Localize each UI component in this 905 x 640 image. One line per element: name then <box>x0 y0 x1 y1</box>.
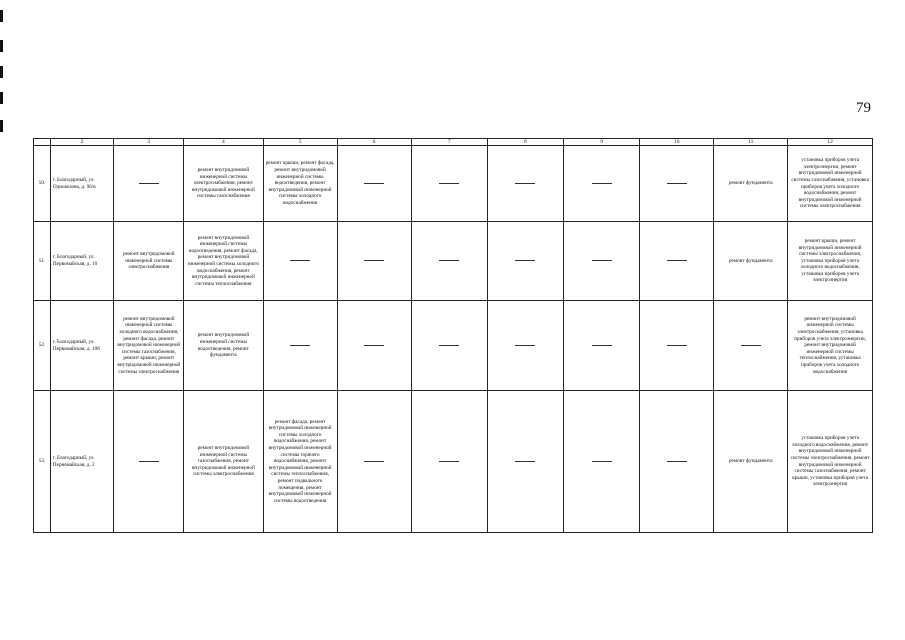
table-row <box>34 391 873 533</box>
row-number: 50. <box>34 146 51 222</box>
work-cell: ремонт фундамента <box>714 391 788 533</box>
row-number: 51. <box>34 222 51 301</box>
empty-cell <box>411 222 487 301</box>
empty-cell <box>411 391 487 533</box>
scan-edge-mark <box>0 10 3 22</box>
scan-edge-mark <box>0 40 3 52</box>
empty-cell <box>337 391 411 533</box>
scan-edge-mark <box>0 92 3 104</box>
row-number: 52. <box>34 301 51 391</box>
empty-cell <box>411 301 487 391</box>
dash-mark <box>364 183 384 184</box>
work-cell: ремонт внутридомовой инженерной системы электроснабжения <box>114 222 184 301</box>
empty-cell <box>487 222 563 301</box>
scan-edge-mark <box>0 120 3 132</box>
dash-mark <box>515 345 535 346</box>
column-header-blank <box>34 139 51 146</box>
dash-mark <box>592 345 612 346</box>
table-row <box>34 222 873 301</box>
column-header: 10 <box>640 139 714 146</box>
empty-cell <box>640 301 714 391</box>
empty-cell <box>114 146 184 222</box>
dash-mark <box>667 260 687 261</box>
empty-cell <box>640 222 714 301</box>
empty-cell <box>337 146 411 222</box>
empty-cell <box>114 391 184 533</box>
column-header: 9 <box>564 139 640 146</box>
work-cell: ремонт фундамента <box>714 222 788 301</box>
column-header: 5 <box>263 139 337 146</box>
address-cell: г. Благодарный, ул. Первомайская, д. 10б <box>50 301 113 391</box>
row-number: 53. <box>34 391 51 533</box>
table-row <box>34 301 873 391</box>
work-cell: ремонт внутридомовой инженерной системы электроснабжения, установка приборов учета электроэнергии, ремонт внутридомовой инженерной системы теплоснабжения, установка приборов учета холодного водоснабжения <box>788 301 873 391</box>
dash-mark <box>592 183 612 184</box>
dash-mark <box>667 183 687 184</box>
column-header: 8 <box>487 139 563 146</box>
empty-cell <box>263 301 337 391</box>
column-header: 4 <box>184 139 263 146</box>
column-header: 11 <box>714 139 788 146</box>
work-cell: ремонт внутридомовой инженерной системы газоснабжения, ремонт внутридомовой инженерной системы электроснабжения <box>184 391 263 533</box>
page-number: 79 <box>856 100 871 116</box>
empty-cell <box>640 391 714 533</box>
work-cell: ремонт внутридомовой инженерной системы водоотведения, ремонт фундамента <box>184 301 263 391</box>
work-cell: установка приборов учета электроэнергии, ремонт внутридомовой инженерной системы газоснабжения, установка приборов учета холодного водоснабжения, ремонт внутридомовой инженерной системы электроснабжения <box>788 146 873 222</box>
address-cell: г. Благодарный, ул. Первомайская, д. 10 <box>50 222 113 301</box>
empty-cell <box>487 301 563 391</box>
dash-mark <box>439 345 459 346</box>
column-header: 3 <box>114 139 184 146</box>
dash-mark <box>667 345 687 346</box>
dash-mark <box>139 183 159 184</box>
work-cell: ремонт внутридомовой инженерной системы электроснабжения, ремонт внутридомовой инженерной системы газоснабжения <box>184 146 263 222</box>
dash-mark <box>439 461 459 462</box>
dash-mark <box>741 345 761 346</box>
empty-cell <box>337 222 411 301</box>
dash-mark <box>515 461 535 462</box>
dash-mark <box>290 345 310 346</box>
empty-cell <box>564 146 640 222</box>
dash-mark <box>290 260 310 261</box>
work-cell: ремонт фундамента <box>714 146 788 222</box>
empty-cell <box>564 222 640 301</box>
dash-mark <box>364 461 384 462</box>
work-cell: ремонт внутридомовой инженерной системы водоотведения, ремонт фасада, ремонт внутридомовой инженерной системы холодного водоснабжения, ремонт внутридомовой инженерной системы теплоснабжения <box>184 222 263 301</box>
dash-mark <box>439 260 459 261</box>
empty-cell <box>564 391 640 533</box>
table-row <box>34 146 873 222</box>
column-header: 12 <box>788 139 873 146</box>
dash-mark <box>592 461 612 462</box>
empty-cell <box>337 301 411 391</box>
column-number-row <box>34 139 873 146</box>
empty-cell <box>487 146 563 222</box>
dash-mark <box>515 260 535 261</box>
repair-schedule-table <box>33 138 873 533</box>
work-cell: ремонт крыши, ремонт внутридомовой инженерной системы электроснабжения, установка приборов учета холодного водоснабжения, установка приборов учета электроэнергии <box>788 222 873 301</box>
address-cell: г. Благодарный, ул. Однокозова, д. 96/в <box>50 146 113 222</box>
dash-mark <box>364 345 384 346</box>
work-cell: ремонт внутридомовой инженерной системы холодного водоснабжения, ремонт фасада, ремонт внутридомовой инженерной системы газоснабжения, ремонт крыши, ремонт внутридомовой инженерной системы электроснабжения <box>114 301 184 391</box>
work-cell: ремонт фасада, ремонт внутридомовой инженерной системы холодного водоснабжения, ремонт внутридомовой инженерной системы горячего водоснабжения, ремонт внутридомовой инженерной системы теплоснабжения, ремонт подвального помещения, ремонт внутридомовой инженерной системы водоотведения <box>263 391 337 533</box>
empty-cell <box>640 146 714 222</box>
empty-cell <box>263 222 337 301</box>
empty-cell <box>487 391 563 533</box>
dash-mark <box>139 461 159 462</box>
empty-cell <box>714 301 788 391</box>
dash-mark <box>592 260 612 261</box>
column-header: 6 <box>337 139 411 146</box>
dash-mark <box>667 461 687 462</box>
work-cell: установка приборов учета холодного водоснабжения, ремонт внутридомовой инженерной системы электроснабжения, ремонт внутридомовой инженерной системы газоснабжения, ремонт крыши, установка приборов учета электроэнергии <box>788 391 873 533</box>
empty-cell <box>564 301 640 391</box>
column-header: 2 <box>50 139 113 146</box>
work-cell: ремонт крыши, ремонт фасада, ремонт внутридомовой инженерной системы водоотведения, ремонт внутридомовой инженерной системы холодного водоснабжения <box>263 146 337 222</box>
dash-mark <box>364 260 384 261</box>
address-cell: г. Благодарный, ул. Первомайская, д. 2 <box>50 391 113 533</box>
empty-cell <box>411 146 487 222</box>
dash-mark <box>439 183 459 184</box>
column-header: 7 <box>411 139 487 146</box>
scan-edge-mark <box>0 66 3 78</box>
dash-mark <box>515 183 535 184</box>
